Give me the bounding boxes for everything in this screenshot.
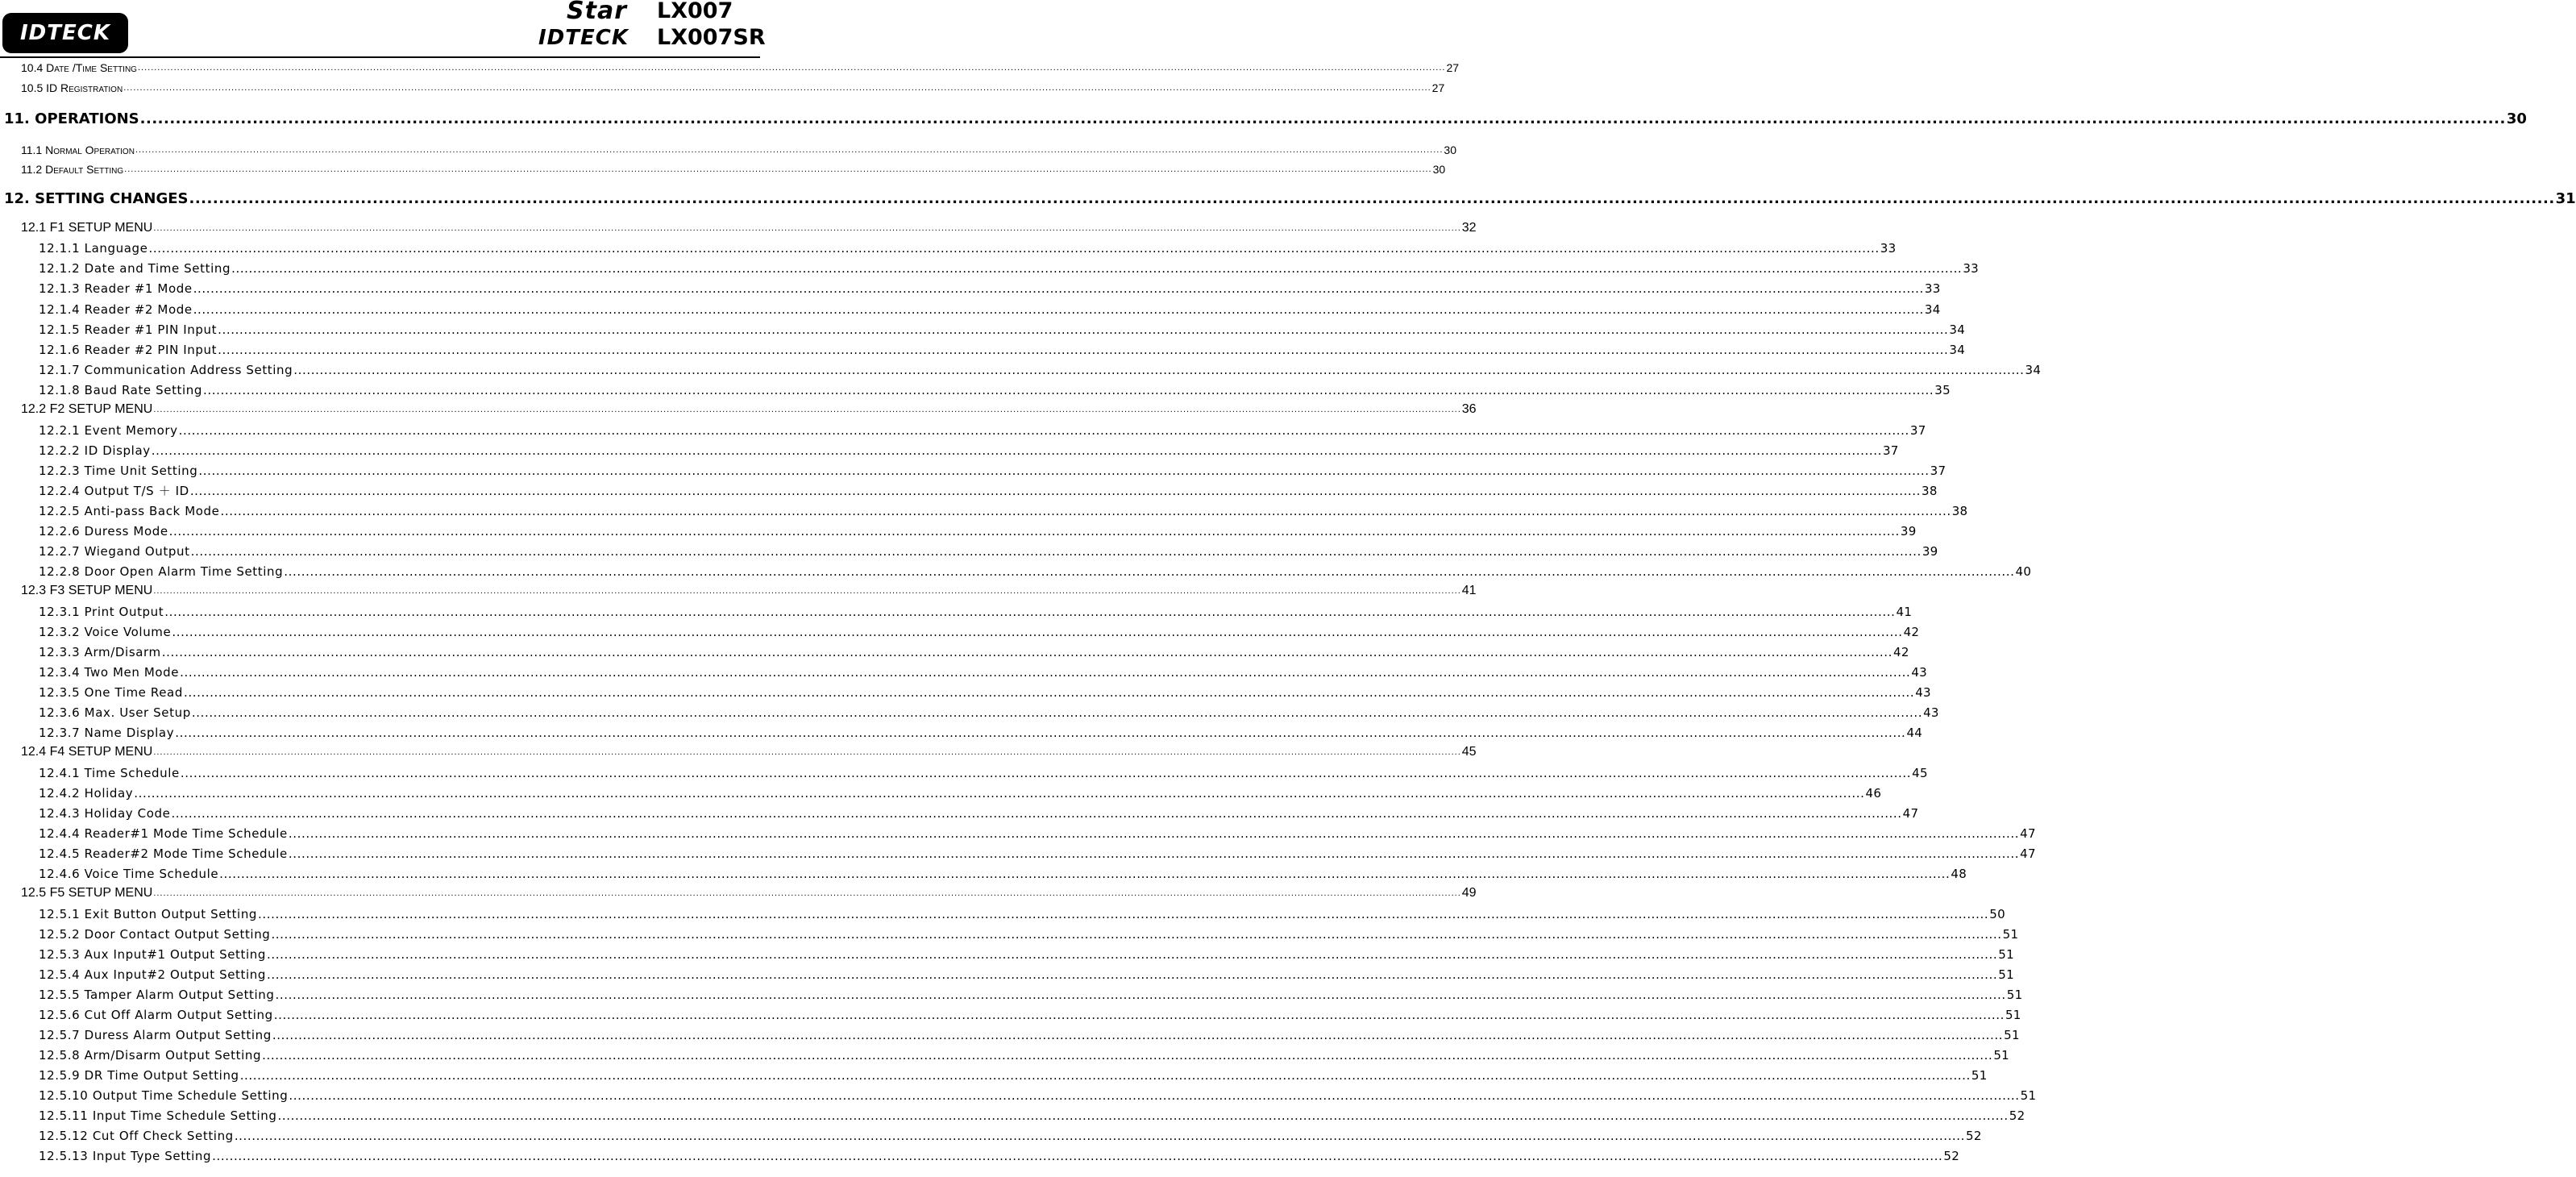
toc-page-number: 50 — [1989, 907, 2005, 921]
toc-entry-label: 10.4 Date /Time Setting — [21, 61, 137, 74]
toc-chapter-entry — [4, 188, 2576, 209]
toc-entry — [39, 602, 1913, 620]
toc-leader-dots: ................................................................................................................................................................................................................................................................................................................................................................................................................ — [151, 443, 1882, 458]
toc-entry-label: 12.4.6 Voice Time Schedule — [39, 867, 219, 881]
toc-leader-dots: ................................................................................................................................................................................................................................................................................................................................................................................................................ — [212, 1149, 1943, 1163]
toc-leader-dots: ................................................................................................................................................................................................................................................................................................................................................................................................................ — [175, 726, 1906, 740]
toc-entry — [39, 1106, 2025, 1124]
toc-entry-label: 12.5.12 Cut Off Check Setting — [39, 1129, 234, 1143]
toc-leader-dots: ................................................................................................................................................................................................................................................................................................................................................................................................................ — [153, 223, 1461, 233]
toc-leader-dots: ................................................................................................................................................................................................................................................................................................................................................................................................................ — [193, 281, 1924, 296]
toc-entry — [21, 581, 1477, 599]
toc-page-number: 37 — [1909, 423, 1926, 438]
toc-leader-dots: ................................................................................................................................................................................................................................................................................................................................................................................................................ — [124, 164, 1432, 174]
toc-page-number: 33 — [1963, 261, 1979, 276]
toc-entry-label: 12.5.8 Arm/Disarm Output Setting — [39, 1048, 262, 1063]
toc-entry-label: 12.3.4 Two Men Mode — [39, 665, 180, 680]
toc-page-number: 51 — [2004, 1028, 2020, 1042]
toc-entry — [39, 622, 1920, 640]
toc-entry-label: 12.5.1 Exit Button Output Setting — [39, 907, 258, 921]
toc-entry-label: 12.4.3 Holiday Code — [39, 806, 171, 821]
toc-entry — [39, 824, 2036, 842]
toc-leader-dots: ................................................................................................................................................................................................................................................................................................................................................................................................................ — [231, 261, 1963, 276]
toc-leader-dots: ................................................................................................................................................................................................................................................................................................................................................................................................................ — [189, 190, 2555, 207]
toc-entry — [39, 1046, 2010, 1063]
toc-entry — [39, 723, 1923, 741]
toc-leader-dots: ................................................................................................................................................................................................................................................................................................................................................................................................................ — [123, 83, 1431, 93]
toc-leader-dots: ................................................................................................................................................................................................................................................................................................................................................................................................................ — [203, 383, 1934, 397]
toc-entry — [39, 279, 1941, 297]
toc-leader-dots: ................................................................................................................................................................................................................................................................................................................................................................................................................ — [183, 685, 1915, 700]
toc-entry — [39, 481, 1938, 499]
toc-entry-label: 12.5.4 Aux Input#2 Output Setting — [39, 967, 266, 982]
toc-page-number: 46 — [1865, 786, 1882, 801]
toc-entry — [39, 381, 1951, 398]
toc-page-number: 37 — [1930, 464, 1947, 478]
toc-leader-dots: ................................................................................................................................................................................................................................................................................................................................................................................................................ — [190, 544, 1922, 559]
toc-entry-label: 12.4.4 Reader#1 Mode Time Schedule — [39, 826, 288, 841]
toc-entry-label: 12.3 F3 SETUP MENU — [21, 584, 153, 597]
toc-entry-label: 12.1.7 Communication Address Setting — [39, 363, 293, 377]
toc-page-number: 52 — [1966, 1129, 1982, 1143]
toc-entry-label: 12.2.5 Anti-pass Back Mode — [39, 504, 220, 518]
toc-entry-label: 12.3.2 Voice Volume — [39, 625, 172, 639]
toc-page-number: 51 — [2005, 1008, 2021, 1022]
toc-page-number: 33 — [1880, 241, 1897, 256]
toc-leader-dots: ................................................................................................................................................................................................................................................................................................................................................................................................................ — [189, 484, 1922, 498]
toc-entry — [39, 1066, 1988, 1083]
toc-page-number: 32 — [1461, 221, 1477, 235]
toc-entry — [21, 139, 1456, 157]
toc-entry — [39, 703, 1939, 721]
toc-entry-label: 12.2.3 Time Unit Setting — [39, 464, 198, 478]
toc-page-number: 31 — [2555, 190, 2576, 207]
toc-page-number: 34 — [2025, 363, 2042, 377]
toc-entry-label: 12.5.13 Input Type Setting — [39, 1149, 212, 1163]
toc-entry-label: 12.1.1 Language — [39, 241, 148, 256]
toc-page-number: 49 — [1461, 886, 1477, 900]
toc-page-number: 44 — [1906, 726, 1923, 740]
toc-page-number: 51 — [2006, 988, 2023, 1002]
toc-leader-dots: ................................................................................................................................................................................................................................................................................................................................................................................................................ — [135, 145, 1444, 155]
toc-entry-label: 12. SETTING CHANGES — [4, 190, 189, 207]
toc-leader-dots: ................................................................................................................................................................................................................................................................................................................................................................................................................ — [288, 846, 2020, 861]
toc-entry-label: 11.1 Normal Operation — [21, 143, 135, 156]
toc-page-number: 30 — [2506, 110, 2527, 127]
toc-entry — [21, 57, 1460, 75]
toc-entry-label: 12.1.4 Reader #2 Mode — [39, 302, 193, 317]
toc-page-number: 52 — [2009, 1108, 2025, 1123]
toc-entry-label: 12.2.1 Event Memory — [39, 423, 178, 438]
toc-page-number: 42 — [1903, 625, 1920, 639]
toc-page-number: 35 — [1934, 383, 1951, 397]
toc-page-number: 51 — [2020, 1088, 2037, 1103]
toc-page-number: 38 — [1922, 484, 1938, 498]
toc-entry — [39, 1025, 2020, 1043]
toc-leader-dots: ................................................................................................................................................................................................................................................................................................................................................................................................................ — [220, 504, 1951, 518]
toc-page-number: 45 — [1912, 766, 1928, 780]
toc-entry — [39, 985, 2023, 1003]
toc-leader-dots: ................................................................................................................................................................................................................................................................................................................................................................................................................ — [153, 747, 1461, 757]
toc-page-number: 51 — [1998, 967, 2014, 982]
toc-page-number: 47 — [2020, 826, 2036, 841]
toc-page-number: 51 — [2002, 927, 2019, 942]
toc-leader-dots: ................................................................................................................................................................................................................................................................................................................................................................................................................ — [293, 363, 2025, 377]
model-name-lx007: LX007 — [657, 0, 733, 23]
toc-entry-label: 11. OPERATIONS — [4, 110, 139, 127]
toc-entry — [39, 562, 2032, 580]
model-name-lx007sr: LX007SR — [657, 25, 766, 50]
toc-entry-label: 12.5.6 Cut Off Alarm Output Setting — [39, 1008, 273, 1022]
toc-entry-label: 12.2.2 ID Display — [39, 443, 151, 458]
page-header — [0, 0, 766, 58]
toc-leader-dots: ................................................................................................................................................................................................................................................................................................................................................................................................................ — [284, 564, 2015, 579]
toc-leader-dots: ................................................................................................................................................................................................................................................................................................................................................................................................................ — [262, 1048, 1993, 1063]
toc-leader-dots: ................................................................................................................................................................................................................................................................................................................................................................................................................ — [139, 110, 2506, 127]
toc-page-number: 43 — [1915, 685, 1931, 700]
toc-page-number: 39 — [1922, 544, 1938, 559]
toc-leader-dots: ................................................................................................................................................................................................................................................................................................................................................................................................................ — [288, 826, 2020, 841]
toc-leader-dots: ................................................................................................................................................................................................................................................................................................................................................................................................................ — [258, 907, 1989, 921]
toc-entry — [39, 239, 1897, 256]
toc-leader-dots: ................................................................................................................................................................................................................................................................................................................................................................................................................ — [153, 405, 1461, 414]
toc-leader-dots: ................................................................................................................................................................................................................................................................................................................................................................................................................ — [178, 423, 1909, 438]
toc-entry-label: 12.1 F1 SETUP MENU — [21, 221, 153, 235]
toc-page-number: 47 — [2020, 846, 2036, 861]
toc-entry — [39, 663, 1928, 680]
toc-page-number: 43 — [1911, 665, 1928, 680]
toc-page-number: 30 — [1444, 143, 1456, 156]
toc-entry — [39, 1086, 2037, 1104]
toc-leader-dots: ................................................................................................................................................................................................................................................................................................................................................................................................................ — [271, 927, 2002, 942]
toc-page-number: 27 — [1446, 61, 1460, 74]
toc-leader-dots: ................................................................................................................................................................................................................................................................................................................................................................................................................ — [148, 241, 1880, 256]
toc-entry-label: 12.2.6 Duress Mode — [39, 524, 168, 539]
toc-entry — [39, 784, 1882, 801]
toc-leader-dots: ................................................................................................................................................................................................................................................................................................................................................................................................................ — [180, 766, 1912, 780]
model-brand-idteck: IDTECK — [538, 26, 629, 50]
toc-entry — [39, 1005, 2021, 1023]
toc-page-number: 42 — [1893, 645, 1909, 659]
toc-entry — [39, 763, 1928, 781]
toc-page-number: 52 — [1943, 1149, 1960, 1163]
toc-entry-label: 12.5.11 Input Time Schedule Setting — [39, 1108, 277, 1123]
toc-leader-dots: ................................................................................................................................................................................................................................................................................................................................................................................................................ — [153, 888, 1461, 898]
toc-entry-label: 12.3.6 Max. User Setup — [39, 705, 191, 720]
toc-page-number: 37 — [1882, 443, 1899, 458]
toc-entry-label: 12.1.5 Reader #1 PIN Input — [39, 322, 218, 337]
toc-leader-dots: ................................................................................................................................................................................................................................................................................................................................................................................................................ — [234, 1129, 1966, 1143]
toc-entry — [21, 400, 1477, 418]
toc-entry-label: 11.2 Default Setting — [21, 163, 124, 176]
toc-entry-label: 12.3.5 One Time Read — [39, 685, 183, 700]
toc-leader-dots: ................................................................................................................................................................................................................................................................................................................................................................................................................ — [273, 1008, 2005, 1022]
toc-page-number: 51 — [1993, 1048, 2010, 1063]
toc-page-number: 39 — [1900, 524, 1917, 539]
toc-entry — [39, 683, 1931, 701]
toc-leader-dots: ................................................................................................................................................................................................................................................................................................................................................................................................................ — [172, 625, 1903, 639]
toc-leader-dots: ................................................................................................................................................................................................................................................................................................................................................................................................................ — [161, 645, 1893, 659]
toc-entry — [39, 320, 1966, 338]
toc-entry-label: 12.2.8 Door Open Alarm Time Setting — [39, 564, 284, 579]
toc-leader-dots: ................................................................................................................................................................................................................................................................................................................................................................................................................ — [272, 1028, 2004, 1042]
toc-entry — [39, 844, 2036, 862]
toc-page-number: 40 — [2015, 564, 2032, 579]
toc-leader-dots: ................................................................................................................................................................................................................................................................................................................................................................................................................ — [239, 1068, 1971, 1083]
toc-entry-label: 12.4.1 Time Schedule — [39, 766, 180, 780]
toc-entry-label: 12.1.3 Reader #1 Mode — [39, 281, 193, 296]
toc-page-number: 34 — [1949, 322, 1966, 337]
toc-leader-dots: ................................................................................................................................................................................................................................................................................................................................................................................................................ — [218, 322, 1949, 337]
toc-page-number: 51 — [1971, 1068, 1988, 1083]
toc-entry — [39, 522, 1917, 539]
toc-page-number: 51 — [1998, 947, 2014, 962]
toc-page-number: 41 — [1896, 605, 1913, 619]
toc-entry-label: 12.5.2 Door Contact Output Setting — [39, 927, 271, 942]
toc-entry-label: 12.4.5 Reader#2 Mode Time Schedule — [39, 846, 288, 861]
toc-entry-label: 12.3.3 Arm/Disarm — [39, 645, 161, 659]
toc-entry — [39, 340, 1966, 358]
toc-leader-dots: ................................................................................................................................................................................................................................................................................................................................................................................................................ — [289, 1088, 2020, 1103]
toc-leader-dots: ................................................................................................................................................................................................................................................................................................................................................................................................................ — [193, 302, 1924, 317]
toc-entry-label: 12.2 F2 SETUP MENU — [21, 402, 153, 416]
toc-leader-dots: ................................................................................................................................................................................................................................................................................................................................................................................................................ — [267, 947, 1998, 962]
toc-entry — [39, 1146, 1960, 1164]
toc-page-number: 48 — [1951, 867, 1967, 881]
toc-entry — [39, 1126, 1982, 1144]
toc-page-number: 33 — [1924, 281, 1941, 296]
toc-entry-label: 12.5.5 Tamper Alarm Output Setting — [39, 988, 275, 1002]
toc-entry — [39, 905, 2005, 922]
toc-entry-label: 12.5.9 DR Time Output Setting — [39, 1068, 239, 1083]
toc-entry-label: 12.1.8 Baud Rate Setting — [39, 383, 203, 397]
toc-entry — [39, 965, 2014, 983]
toc-entry — [39, 441, 1899, 459]
toc-leader-dots: ................................................................................................................................................................................................................................................................................................................................................................................................................ — [198, 464, 1930, 478]
toc-page-number: 36 — [1461, 402, 1477, 416]
toc-entry — [39, 643, 1909, 660]
toc-leader-dots: ................................................................................................................................................................................................................................................................................................................................................................................................................ — [191, 705, 1923, 720]
idteck-logo — [2, 13, 128, 53]
toc-entry — [39, 421, 1926, 439]
toc-entry — [21, 742, 1477, 760]
toc-entry — [21, 218, 1477, 236]
toc-entry — [39, 461, 1947, 479]
toc-entry — [39, 542, 1938, 559]
toc-entry-label: 12.2.7 Wiegand Output — [39, 544, 190, 559]
toc-entry — [39, 360, 2042, 378]
toc-leader-dots: ................................................................................................................................................................................................................................................................................................................................................................................................................ — [153, 586, 1461, 596]
toc-leader-dots: ................................................................................................................................................................................................................................................................................................................................................................................................................ — [277, 1108, 2009, 1123]
toc-page-number: 41 — [1461, 584, 1477, 597]
model-brand-star: Star — [567, 0, 627, 25]
toc-entry — [21, 77, 1445, 95]
toc-page-number: 34 — [1924, 302, 1941, 317]
toc-leader-dots: ................................................................................................................................................................................................................................................................................................................................................................................................................ — [134, 786, 1865, 801]
logo-text: IDTECK — [20, 21, 110, 45]
toc-entry — [21, 884, 1477, 901]
toc-entry-label: 12.5.3 Aux Input#1 Output Setting — [39, 947, 266, 962]
toc-entry-label: 12.4.2 Holiday — [39, 786, 134, 801]
toc-entry — [39, 804, 1919, 821]
toc-page-number: 43 — [1923, 705, 1939, 720]
toc-entry-label: 12.5.10 Output Time Schedule Setting — [39, 1088, 289, 1103]
toc-entry-label: 12.3.7 Name Display — [39, 726, 175, 740]
toc-chapter-entry — [4, 108, 2527, 129]
toc-entry-label: 12.1.6 Reader #2 PIN Input — [39, 343, 218, 357]
toc-entry-label: 12.1.2 Date and Time Setting — [39, 261, 231, 276]
toc-entry-label: 12.5 F5 SETUP MENU — [21, 886, 153, 900]
toc-leader-dots: ................................................................................................................................................................................................................................................................................................................................................................................................................ — [267, 967, 1998, 982]
toc-entry-label: 10.5 ID Registration — [21, 81, 123, 94]
toc-entry — [39, 300, 1941, 318]
toc-leader-dots: ................................................................................................................................................................................................................................................................................................................................................................................................................ — [180, 665, 1911, 680]
toc-entry — [39, 945, 2014, 963]
toc-leader-dots: ................................................................................................................................................................................................................................................................................................................................................................................................................ — [137, 63, 1446, 73]
toc-leader-dots: ................................................................................................................................................................................................................................................................................................................................................................................................................ — [218, 343, 1949, 357]
toc-page-number: 47 — [1902, 806, 1919, 821]
toc-leader-dots: ................................................................................................................................................................................................................................................................................................................................................................................................................ — [171, 806, 1902, 821]
toc-entry — [39, 501, 1968, 519]
toc-entry — [21, 159, 1446, 177]
toc-page-number: 30 — [1432, 163, 1446, 176]
toc-page-number: 38 — [1951, 504, 1968, 518]
toc-entry — [39, 925, 2019, 942]
toc-page-number: 45 — [1461, 745, 1477, 759]
toc-entry — [39, 864, 1967, 882]
toc-entry — [39, 259, 1979, 277]
toc-entry-label: 12.5.7 Duress Alarm Output Setting — [39, 1028, 272, 1042]
toc-entry-label: 12.4 F4 SETUP MENU — [21, 745, 153, 759]
toc-entry-label: 12.3.1 Print Output — [39, 605, 164, 619]
toc-leader-dots: ................................................................................................................................................................................................................................................................................................................................................................................................................ — [168, 524, 1900, 539]
toc-leader-dots: ................................................................................................................................................................................................................................................................................................................................................................................................................ — [164, 605, 1896, 619]
toc-page-number: 34 — [1949, 343, 1966, 357]
toc-page-number: 27 — [1431, 81, 1445, 94]
toc-leader-dots: ................................................................................................................................................................................................................................................................................................................................................................................................................ — [219, 867, 1951, 881]
toc-entry-label: 12.2.4 Output T/S ＋ ID — [39, 484, 189, 498]
toc-leader-dots: ................................................................................................................................................................................................................................................................................................................................................................................................................ — [275, 988, 2006, 1002]
